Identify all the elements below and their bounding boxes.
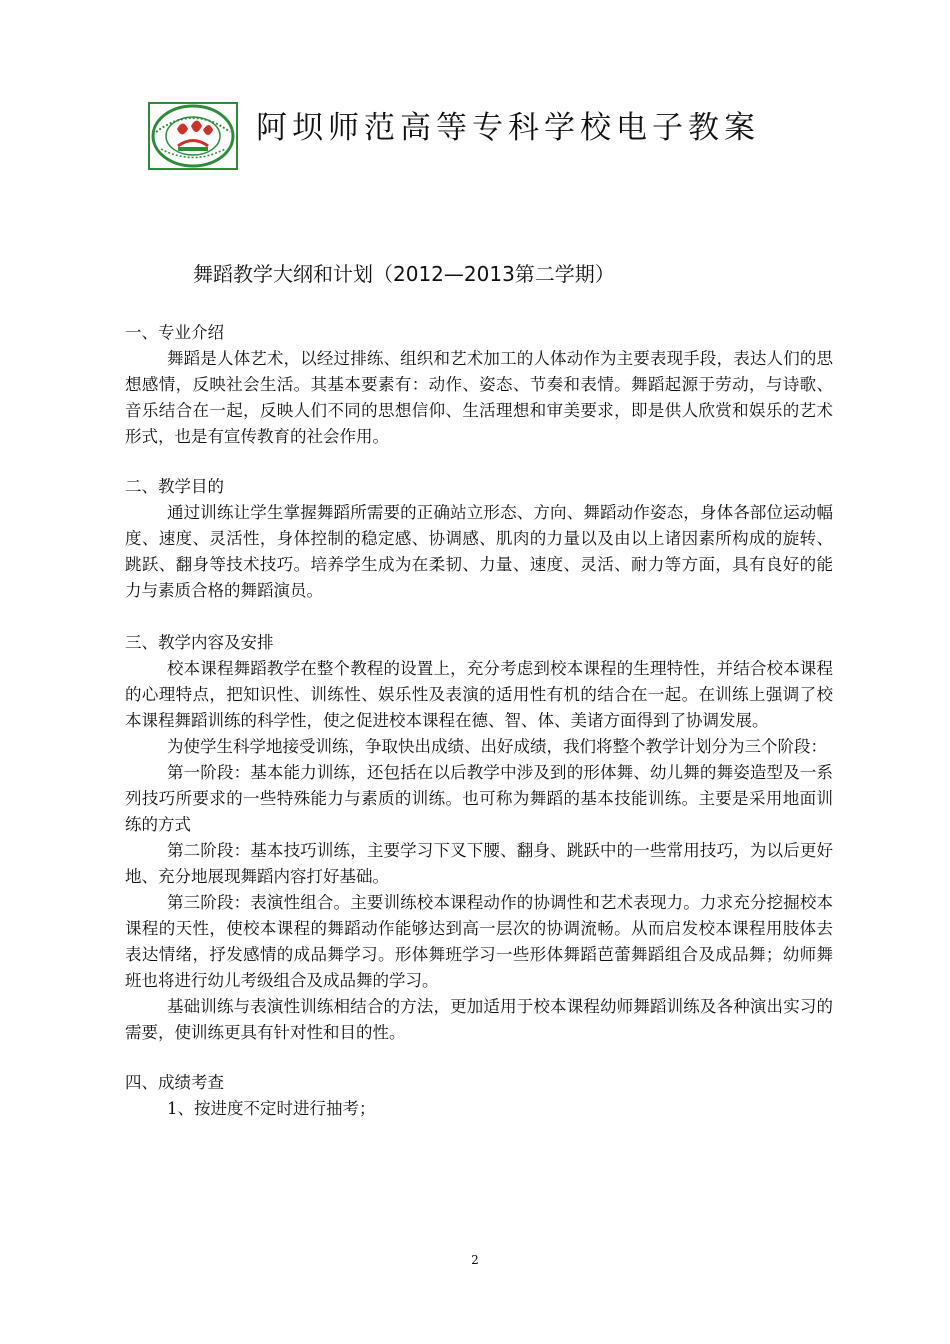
section-paragraph: 通过训练让学生掌握舞蹈所需要的正确站立形态、方向、舞蹈动作姿态，身体各部位运动幅度、速度、灵活性，身体控制的稳定感、协调感、肌肉的力量以及由以上诸因素所构成的旋转、跳跃、翻身等技术技巧。培养学生成为在柔韧、力量、速度、灵活、耐力等方面，具有良好的能力与素质合格的舞蹈演员。 bbox=[125, 503, 833, 600]
section-paragraph: 第三阶段：表演性组合。主要训练校本课程动作的协调性和艺术表现力。力求充分挖掘校本课程的天性，使校本课程的舞蹈动作能够达到高一层次的协调流畅。从而启发校本课程用肢体去表达情绪，抒发感情的成品舞学习。形体舞班学习一些形体舞蹈芭蕾舞蹈组合及成品舞；幼师舞班也将进行幼儿考级组合及成品舞的学习。 bbox=[125, 893, 833, 990]
section-paragraph: 基础训练与表演性训练相结合的方法，更加适用于校本课程幼师舞蹈训练及各种演出实习的需要，使训练更具有针对性和目的性。 bbox=[125, 997, 833, 1042]
school-title: 阿坝师范高等专科学校电子教案 bbox=[256, 110, 760, 146]
section-objectives bbox=[125, 474, 833, 604]
school-seal-logo-graphic bbox=[148, 102, 238, 170]
section-paragraph: 第二阶段：基本技巧训练，主要学习下叉下腰、翻身、跳跃中的一些常用技巧，为以后更好地、充分地展现舞蹈内容打好基础。 bbox=[125, 841, 833, 886]
section-paragraph: 为使学生科学地接受训练，争取快出成绩、出好成绩，我们将整个教学计划分为三个阶段： bbox=[167, 737, 827, 756]
section-paragraph: 校本课程舞蹈教学在整个教程的设置上，充分考虑到校本课程的生理特性，并结合校本课程的心理特点，把知识性、训练性、娱乐性及表演的适用性有机的结合在一起。在训练上强调了校本课程舞蹈训练的科学性，使之促进校本课程在德、智、体、美诸方面得到了协调发展。 bbox=[125, 659, 833, 730]
section-heading: 四、成绩考查 bbox=[125, 1073, 224, 1092]
section-paragraph: 第一阶段：基本能力训练，还包括在以后教学中涉及到的形体舞、幼儿舞的舞姿造型及一系列技巧所要求的一些特殊能力与素质的训练。也可称为舞蹈的基本技能训练。主要是采用地面训练的方式 bbox=[125, 763, 833, 834]
page-number: 2 bbox=[471, 1253, 479, 1267]
section-paragraph: 1、按进度不定时进行抽考； bbox=[167, 1099, 376, 1118]
section-heading: 三、教学内容及安排 bbox=[125, 633, 274, 652]
document-body bbox=[125, 320, 833, 1122]
section-content-arrangement bbox=[125, 630, 833, 1046]
section-assessment bbox=[125, 1070, 833, 1122]
school-seal-logo-icon bbox=[148, 102, 238, 170]
section-heading: 二、教学目的 bbox=[125, 477, 224, 496]
section-heading: 一、专业介绍 bbox=[125, 323, 224, 342]
document-header bbox=[148, 100, 848, 172]
section-introduction bbox=[125, 320, 833, 450]
document-title: 舞蹈教学大纲和计划（2012—2013第二学期） bbox=[193, 262, 615, 286]
section-paragraph: 舞蹈是人体艺术，以经过排练、组织和艺术加工的人体动作为主要表现手段，表达人们的思想感情，反映社会生活。其基本要素有：动作、姿态、节奏和表情。舞蹈起源于劳动，与诗歌、音乐结合在一起，反映人们不同的思想信仰、生活理想和审美要求，即是供人欣赏和娱乐的艺术形式，也是有宣传教育的社会作用。 bbox=[125, 349, 833, 446]
